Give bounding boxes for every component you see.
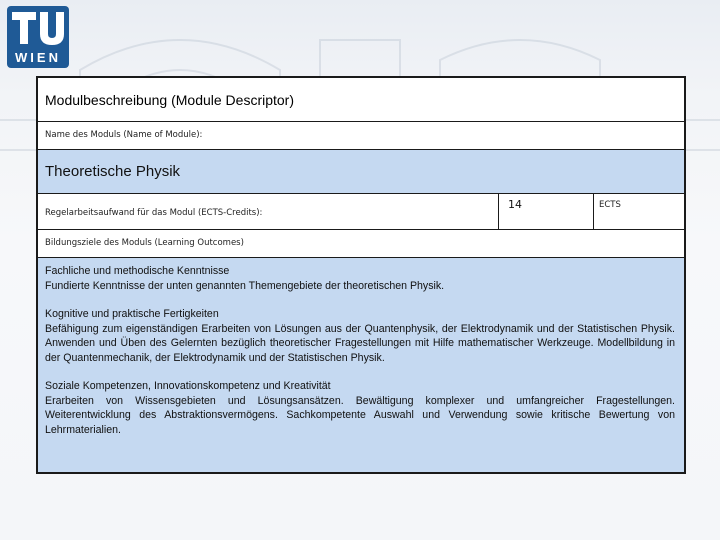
outcomes-text [45, 264, 675, 451]
ects-value: 14 [508, 198, 522, 211]
ects-row [38, 194, 684, 230]
form-title-row [38, 78, 684, 122]
tu-wien-logo [7, 6, 69, 68]
outcome-text: Fundierte Kenntnisse der unten genannten Themengebiete der theoretischen Physik. [45, 279, 445, 292]
outcome-block-knowledge [45, 264, 675, 293]
outcome-text: Erarbeiten von Wissensgebieten und Lösungsansätzen. Bewältigung komplexer und umfangreicher Fragestellungen. Weiterentwicklung des Abstraktionsvermögens. Sachkompetente Auswahl und Verwendung sowie kritische Bewertung von Lehrmaterialien. [45, 394, 675, 436]
module-name: Theoretische Physik [45, 163, 181, 180]
module-name-row [38, 150, 684, 194]
module-name-label: Name des Moduls (Name of Module): [45, 130, 203, 140]
outcome-block-social [45, 379, 675, 437]
form-title: Modulbeschreibung (Module Descriptor) [45, 92, 295, 108]
logo-wordmark: WIEN [15, 50, 61, 65]
ects-value-cell [498, 194, 594, 229]
module-name-label-row [38, 122, 684, 150]
outcome-block-skills [45, 307, 675, 365]
module-descriptor-form [36, 76, 686, 474]
outcome-heading: Soziale Kompetenzen, Innovationskompetenz und Kreativität [45, 380, 331, 392]
outcomes-label: Bildungsziele des Moduls (Learning Outcomes) [45, 238, 244, 248]
outcome-text: Befähigung zum eigenständigen Erarbeiten von Lösungen aus der Quantenphysik, der Elektrodynamik und der Statistischen Physik. Anwenden und Üben des Gelernten bezüglich theoretischer Fragestellungen mit Hilfe mathematischer Werkzeuge. Modellbildung in der Quantenmechanik, der Elektrodynamik und der Statistischen Physik. [45, 322, 675, 364]
outcome-heading: Fachliche und methodische Kenntnisse [45, 265, 230, 277]
outcome-heading: Kognitive und praktische Fertigkeiten [45, 308, 219, 320]
ects-unit: ECTS [599, 200, 621, 210]
ects-label: Regelarbeitsaufwand für das Modul (ECTS-Credits): [45, 208, 263, 218]
outcomes-row [38, 258, 684, 472]
outcomes-label-row [38, 230, 684, 258]
